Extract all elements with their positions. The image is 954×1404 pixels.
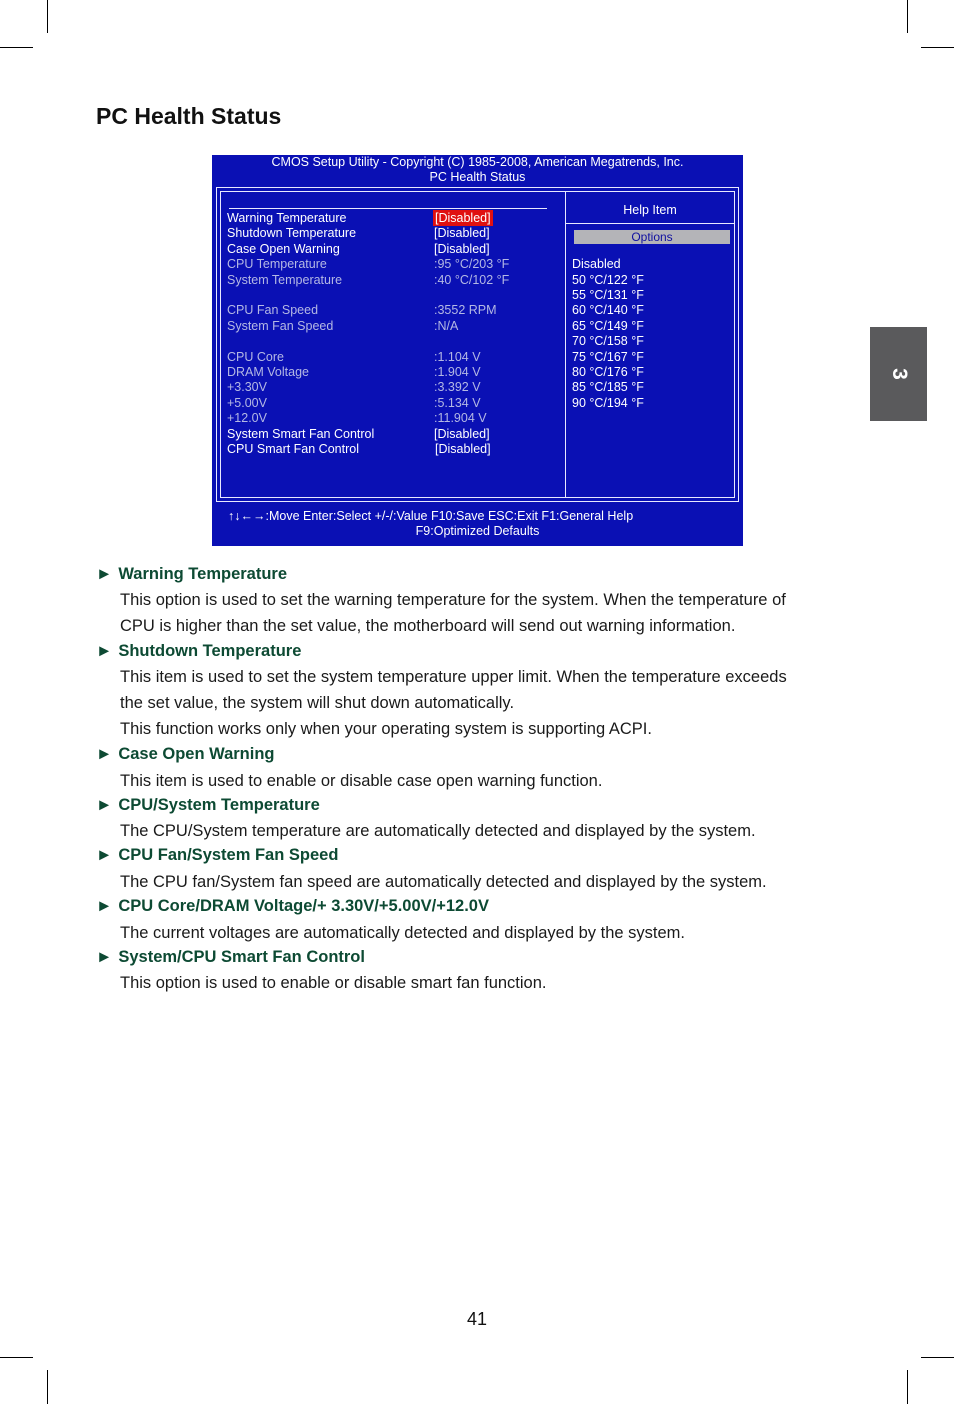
bios-panel (220, 191, 735, 498)
bullet-arrow-icon: ► (96, 745, 113, 763)
setting-warning-temperature[interactable] (227, 210, 557, 226)
crop-mark (0, 47, 33, 48)
bios-copyright: CMOS Setup Utility - Copyright (C) 1985-2008, American Megatrends, Inc. (271, 155, 684, 169)
crop-mark (907, 0, 908, 33)
chapter-number: 3 (887, 368, 911, 380)
bios-screen (212, 155, 743, 546)
readout-label: CPU Fan Speed (227, 303, 319, 317)
option-item[interactable]: 75 °C/167 °F (572, 350, 644, 364)
readout-3v3 (227, 379, 557, 395)
help-item-title: Help Item (623, 203, 677, 217)
setting-value[interactable]: [Disabled] (435, 211, 491, 225)
readout-value: :95 °C/203 °F (434, 257, 510, 271)
section-text: This item is used to enable or disable case open warning function. (120, 772, 603, 790)
setting-value[interactable]: [Disabled] (435, 442, 491, 456)
section-heading: ► System/CPU Smart Fan Control (96, 948, 365, 966)
readout-value: :1.104 V (434, 350, 481, 364)
bullet-arrow-icon: ► (96, 846, 113, 864)
crop-mark (47, 0, 48, 33)
readout-label: DRAM Voltage (227, 365, 309, 379)
section-text: This function works only when your operating system is supporting ACPI. (120, 720, 652, 738)
setting-value[interactable]: [Disabled] (434, 226, 490, 240)
section-heading: ► Case Open Warning (96, 745, 275, 763)
section-heading: ► Warning Temperature (96, 565, 288, 583)
setting-label: Case Open Warning (227, 242, 340, 256)
readout-12v (227, 410, 557, 426)
setting-value[interactable]: [Disabled] (434, 242, 490, 256)
readout-cpu-fan-speed (227, 302, 557, 318)
readout-value: :3552 RPM (434, 303, 497, 317)
readout-label: System Temperature (227, 273, 343, 287)
section-text: The current voltages are automatically detected and displayed by the system. (120, 924, 685, 942)
option-item[interactable]: 50 °C/122 °F (572, 273, 644, 287)
option-item[interactable]: 90 °C/194 °F (572, 396, 644, 410)
crop-mark (47, 1370, 48, 1404)
readout-label: System Fan Speed (227, 319, 334, 333)
readout-cpu-temperature (227, 256, 557, 272)
option-item[interactable]: 65 °C/149 °F (572, 319, 644, 333)
bullet-arrow-icon: ► (96, 642, 113, 660)
crop-mark (907, 1370, 908, 1404)
option-item[interactable]: 60 °C/140 °F (572, 303, 644, 317)
divider (229, 208, 547, 209)
option-item[interactable]: 85 °C/185 °F (572, 380, 644, 394)
readout-system-fan-speed (227, 318, 557, 334)
readout-value: :1.904 V (434, 365, 481, 379)
readout-label: CPU Core (227, 350, 284, 364)
bios-screen-title: PC Health Status (429, 170, 526, 184)
section-text: This option is used to set the warning temperature for the system. When the temperature of (120, 591, 786, 609)
setting-case-open-warning[interactable] (227, 241, 557, 257)
readout-label: +12.0V (227, 411, 267, 425)
chapter-tab (870, 327, 927, 421)
divider (565, 192, 566, 497)
setting-shutdown-temperature[interactable] (227, 225, 557, 241)
readout-dram-voltage (227, 364, 557, 380)
crop-mark (0, 1357, 33, 1358)
section-text: This option is used to enable or disable smart fan function. (120, 974, 547, 992)
bullet-arrow-icon: ► (96, 565, 113, 583)
page-title: PC Health Status (96, 103, 282, 129)
setting-cpu-smart-fan-control[interactable] (227, 441, 557, 457)
option-item[interactable]: 55 °C/131 °F (572, 288, 644, 302)
readout-label: CPU Temperature (227, 257, 327, 271)
crop-mark (921, 1357, 954, 1358)
section-heading: ► CPU/System Temperature (96, 796, 320, 814)
section-text: The CPU fan/System fan speed are automatically detected and displayed by the system. (120, 873, 767, 891)
section-text: This item is used to set the system temperature upper limit. When the temperature exceeds (120, 668, 787, 686)
readout-label: +5.00V (227, 396, 267, 410)
readout-value: :3.392 V (434, 380, 481, 394)
readout-value: :N/A (434, 319, 459, 333)
readout-5v (227, 395, 557, 411)
bios-frame (216, 187, 739, 502)
option-item[interactable]: 70 °C/158 °F (572, 334, 644, 348)
section-heading: ► Shutdown Temperature (96, 642, 302, 660)
setting-system-smart-fan-control[interactable] (227, 426, 557, 442)
setting-label: Warning Temperature (227, 211, 347, 225)
readout-value: :11.904 V (434, 411, 487, 425)
page-number: 41 (466, 1309, 488, 1329)
section-text: The CPU/System temperature are automatically detected and displayed by the system. (120, 822, 756, 840)
option-item[interactable]: Disabled (572, 257, 621, 271)
bullet-arrow-icon: ► (96, 897, 113, 915)
setting-label: Shutdown Temperature (227, 226, 357, 240)
options-bar: Options (574, 230, 730, 244)
section-text: CPU is higher than the set value, the motherboard will send out warning information. (120, 617, 736, 635)
option-item[interactable]: 80 °C/176 °F (572, 365, 644, 379)
readout-value: :40 °C/102 °F (434, 273, 510, 287)
setting-label: CPU Smart Fan Control (227, 442, 359, 456)
setting-value[interactable]: [Disabled] (434, 427, 490, 441)
section-heading: ► CPU Fan/System Fan Speed (96, 846, 339, 864)
section-text: the set value, the system will shut down automatically. (120, 694, 515, 712)
readout-label: +3.30V (227, 380, 267, 394)
readout-cpu-core (227, 349, 557, 365)
crop-mark (921, 47, 954, 48)
bullet-arrow-icon: ► (96, 796, 113, 814)
bios-key-legend: ↑↓←→:Move Enter:Select +/-/:Value F10:Save ESC:Exit F1:General Help (228, 509, 634, 523)
bios-key-legend-defaults: F9:Optimized Defaults (415, 524, 540, 538)
readout-system-temperature (227, 272, 557, 288)
setting-label: System Smart Fan Control (227, 427, 375, 441)
section-heading: ► CPU Core/DRAM Voltage/+ 3.30V/+5.00V/+12.0V (96, 897, 489, 915)
readout-value: :5.134 V (434, 396, 481, 410)
bullet-arrow-icon: ► (96, 948, 113, 966)
